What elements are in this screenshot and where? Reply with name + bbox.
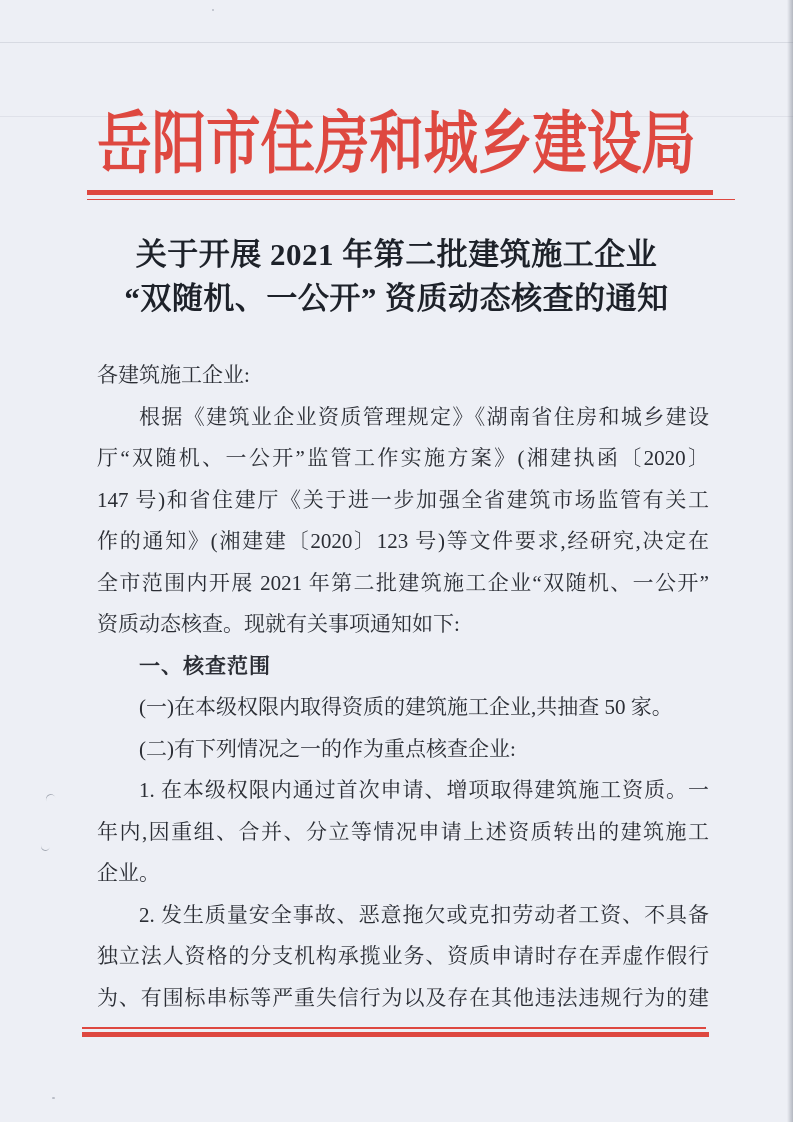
body-line: 企业。	[97, 861, 160, 885]
scan-mark	[44, 792, 58, 806]
body-line-item-1: (一)在本级权限内取得资质的建筑施工企业,共抽查 50 家。	[139, 695, 673, 719]
body-line: 作的通知》(湘建建〔2020〕123 号)等文件要求,经研究,决定在	[97, 529, 709, 553]
body-line: 2. 发生质量安全事故、恶意拖欠或克扣劳动者工资、不具备	[139, 902, 709, 927]
body-line: 独立法人资格的分支机构承揽业务、资质申请时存在弄虚作假行	[97, 944, 709, 968]
body-line: 资质动态核查。现就有关事项通知如下:	[97, 612, 460, 636]
body-line: 147 号)和省住建厅《关于进一步加强全省建筑市场监管有关工	[97, 487, 709, 512]
scan-speck	[212, 9, 214, 11]
document-title-line2: “双随机、一公开” 资质动态核查的通知	[124, 281, 669, 316]
body-line: 年内,因重组、合并、分立等情况申请上述资质转出的建筑施工	[97, 819, 709, 844]
body-line: 1. 在本级权限内通过首次申请、增项取得建筑施工资质。一	[139, 778, 709, 802]
letterhead-agency-name: 岳阳市住房和城乡建设局	[97, 106, 696, 182]
footer-rule-thick	[82, 1032, 709, 1037]
body-line: 为、有围标串标等严重失信行为以及存在其他违法违规行为的建	[97, 985, 709, 1010]
document-title	[0, 233, 793, 321]
scan-mark	[40, 840, 51, 852]
scan-artifact-line	[0, 42, 793, 43]
body-line-salutation: 各建筑施工企业:	[97, 363, 250, 387]
body-line: 根据《建筑业企业资质管理规定》《湖南省住房和城乡建设	[139, 404, 709, 429]
letterhead-rule-thick	[87, 190, 713, 195]
letterhead-rule-thin	[87, 199, 735, 201]
scan-speck	[52, 1097, 55, 1099]
document-title-line1: 关于开展 2021 年第二批建筑施工企业	[135, 237, 658, 272]
body-line: 厅“双随机、一公开”监管工作实施方案》(湘建执函〔2020〕	[97, 446, 709, 470]
scan-edge-shadow	[787, 0, 793, 1122]
body-line: 全市范围内开展 2021 年第二批建筑施工企业“双随机、一公开”	[97, 570, 709, 595]
body-line-item-2: (二)有下列情况之一的作为重点核查企业:	[139, 736, 516, 761]
footer-rule-thin	[82, 1027, 706, 1029]
document-body	[97, 355, 709, 1019]
body-heading-section-1: 一、核查范围	[139, 654, 271, 678]
